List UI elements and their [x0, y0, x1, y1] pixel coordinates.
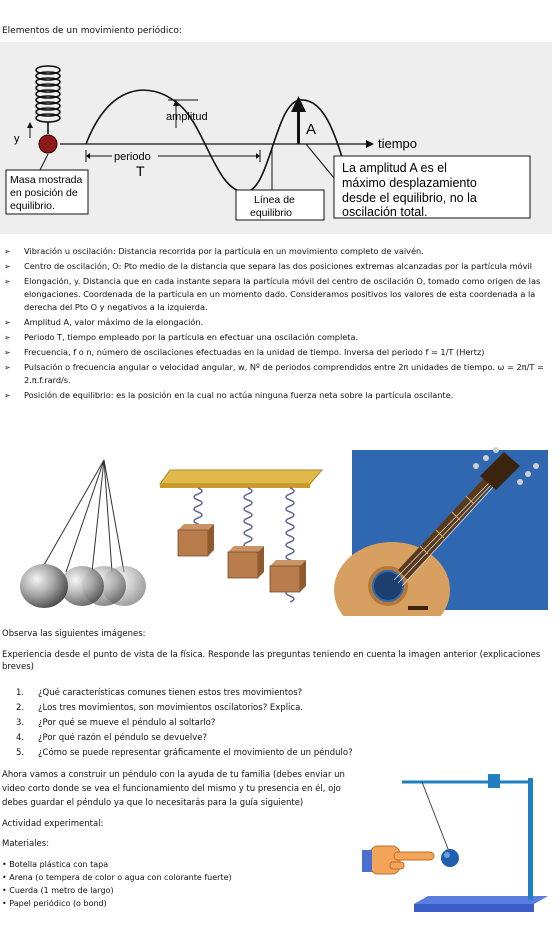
arrow-bullet-icon: ➢: [4, 318, 11, 327]
oscillation-images: [0, 446, 552, 616]
question-item: 3. ¿Por qué se mueve el péndulo al soltarlo?: [16, 718, 216, 728]
page-heading: Elementos de un movimiento periódico:: [2, 26, 182, 36]
experience-text: Experiencia desde el punto de vista de la física. Responde las preguntas teniendo en cuenta la imagen anterior (explicaciones breves): [2, 650, 541, 672]
list-item: ➢ Periodo T, tiempo empleado por la partícula en efectuar una oscilación completa.: [4, 332, 359, 342]
mass-ball: [39, 135, 57, 153]
y-label: y: [14, 133, 20, 145]
question-item: 4. ¿Por qué razón el péndulo se devuelve?: [16, 733, 208, 743]
list-item: ➢ Vibración u oscilación: Distancia recorrida por la partícula en un movimiento completo de vaivén.: [4, 246, 424, 256]
list-item: • Botella plástica con tapa: [2, 860, 109, 869]
observe-text: Observa las siguientes imágenes:: [2, 629, 146, 639]
pendulum-stand-illustration: [362, 768, 552, 928]
questions-list: [16, 686, 353, 761]
T-label: T: [136, 163, 145, 179]
arrow-bullet-icon: ➢: [4, 277, 11, 286]
springs-image: [160, 470, 322, 602]
period-label: periodo: [114, 151, 151, 163]
periodic-motion-diagram: [0, 42, 552, 234]
pendulum-image: [20, 460, 146, 608]
A-label: A: [306, 121, 317, 138]
question-item: 1. ¿Qué características comunes tienen estos tres movimientos?: [16, 688, 303, 698]
question-item: 5. ¿Cómo se puede representar gráficamente el movimiento de un péndulo?: [16, 748, 353, 758]
guitar-image: [334, 447, 548, 616]
arrow-bullet-icon: ➢: [4, 363, 11, 372]
svg-text:La amplitud A es el máxi: La amplitud A es el máximo desplazamiento desde el equilibrio, no la oscilación total.: [342, 161, 477, 219]
spring-coil: [36, 66, 60, 134]
hand-icon: [362, 846, 434, 874]
list-item: ➢ Elongación, y. Distancia que en cada instante separa la partícula móvil del centro de oscilación O, tomado como origen de las elongaciones. Coordenada de la partícula en un momento dado. Consideramos positivos los valores de esta coordenada a la derecha del Pto O y negativos a la izquierda.: [4, 276, 541, 312]
time-label: tiempo: [378, 136, 418, 151]
list-item: ➢ Amplitud A, valor máximo de la elongación.: [4, 317, 204, 327]
list-item: ➢ Frecuencia, f o n, número de oscilaciones efectuadas en la unidad de tiempo. Inversa del periodo f = 1/T (Hertz): [4, 347, 485, 357]
list-item: • Arena (o tempera de color o agua con colorante fuerte): [2, 873, 232, 882]
arrow-bullet-icon: ➢: [4, 247, 11, 256]
list-item: • Cuerda (1 metro de largo): [2, 886, 114, 895]
arrow-bullet-icon: ➢: [4, 262, 11, 271]
list-item: ➢ Posición de equilibrio: es la posición en la cual no actúa ninguna fuerza neta sobre la partícula oscilante.: [4, 390, 454, 400]
list-item: ➢ Centro de oscilación, O: Pto medio de la distancia que separa las dos posiciones extremas alcanzadas por la partícula móvil: [4, 261, 533, 271]
materials-heading: Materiales:: [2, 839, 50, 849]
list-item: • Papel periódico (o bond): [2, 899, 107, 908]
build-instructions: Ahora vamos a construir un péndulo con la ayuda de tu familia (debes enviar un video corto donde se vea el funcionamiento del mismo y tu presencia en él, ojo debes guardar el péndulo ya que lo necesitarás para la guía siguiente): [2, 770, 345, 808]
activity-heading: Actividad experimental:: [2, 819, 104, 829]
materials-list: [2, 858, 232, 910]
arrow-bullet-icon: ➢: [4, 391, 11, 400]
arrow-bullet-icon: ➢: [4, 333, 11, 342]
amplitude-label: amplitud: [166, 111, 208, 123]
svg-text:Línea de equilibrio: Línea de equilibrio: [250, 194, 295, 219]
svg-text:Masa mostrada en posició: Masa mostrada en posición de equilibrio.: [10, 174, 83, 212]
list-item: ➢ Pulsación o frecuencia angular o velocidad angular, w, Nº de periodos comprendidos entre 2π unidades de tiempo. ω = 2π/T = 2.π.f.rard/s.: [4, 362, 544, 385]
question-item: 2. ¿Los tres movimientos, son movimientos oscilatorios? Explica.: [16, 703, 304, 713]
definitions-list: [4, 245, 548, 404]
arrow-bullet-icon: ➢: [4, 348, 11, 357]
